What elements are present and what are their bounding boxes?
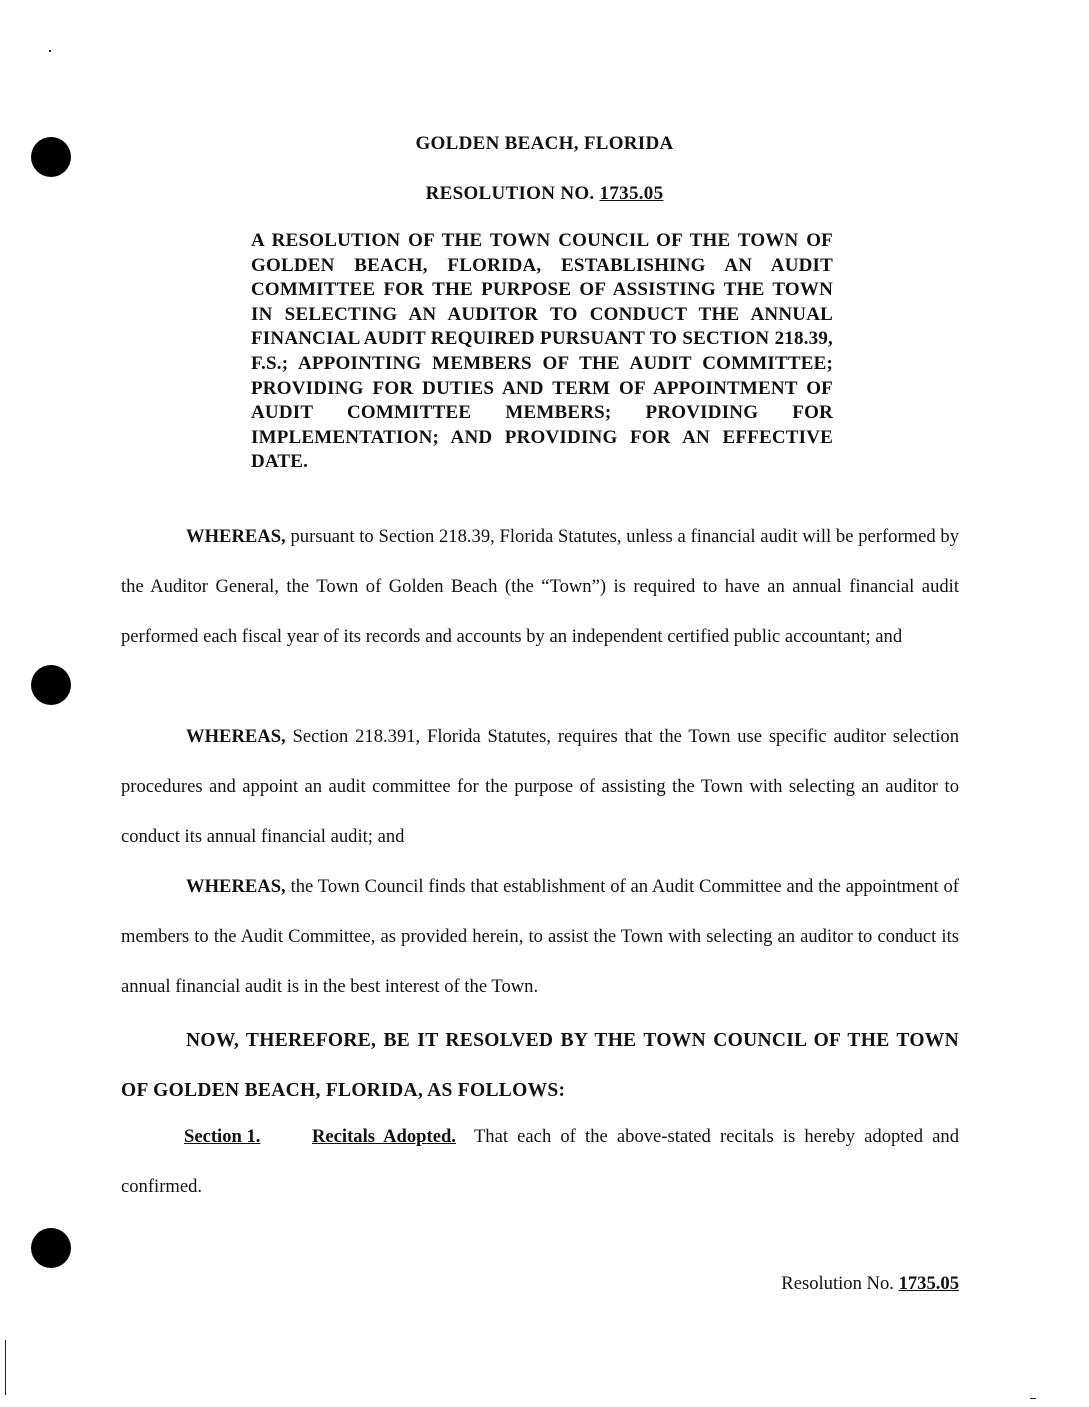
whereas-paragraph-2 — [121, 712, 959, 862]
whereas-lead: WHEREAS, — [186, 726, 286, 747]
scan-speck — [1030, 1398, 1036, 1399]
resolution-abstract: A RESOLUTION OF THE TOWN COUNCIL OF THE TOWN OF GOLDEN BEACH, FLORIDA, ESTABLISHING AN AUDIT COMMITTEE FOR THE PURPOSE OF ASSISTING THE TOWN IN SELECTING AN AUDITOR TO CONDUCT THE ANNUAL FINANCIAL AUDIT REQUIRED PURSUANT TO SECTION 218.39, F.S.; APPOINTING MEMBERS OF THE AUDIT COMMITTEE; PROVIDING FOR DUTIES AND TERM OF APPOINTMENT OF AUDIT COMMITTEE MEMBERS; PROVIDING FOR IMPLEMENTATION; AND PROVIDING FOR AN EFFECTIVE DATE. — [251, 230, 833, 473]
page-footer — [781, 1273, 959, 1295]
punch-hole — [31, 1228, 71, 1268]
section-1 — [121, 1112, 959, 1212]
resolution-heading — [0, 183, 1089, 205]
resolution-prefix: RESOLUTION NO. — [425, 183, 595, 204]
footer-prefix: Resolution No. — [781, 1273, 894, 1294]
whereas-paragraph-1 — [121, 512, 959, 662]
section-label: Section 1. — [184, 1126, 261, 1147]
scan-speck — [49, 50, 51, 52]
whereas-paragraph-3 — [121, 862, 959, 1012]
footer-number: 1735.05 — [898, 1273, 959, 1294]
section-title: Recitals Adopted. — [312, 1126, 456, 1147]
whereas-text: Section 218.391, Florida Statutes, requires that the Town use specific auditor selection procedures and appoint an audit committee for the purpose of assisting the Town with selecting an auditor to conduct its annual financial audit; and — [121, 726, 959, 847]
section-text: That each of the above-stated recitals is hereby adopted and confirmed. — [121, 1126, 960, 1197]
whereas-lead: WHEREAS, — [186, 876, 286, 897]
whereas-text: the Town Council finds that establishment of an Audit Committee and the appointment of members to the Audit Committee, as provided herein, to assist the Town with selecting an auditor to conduct its annual financial audit is in the best interest of the Town. — [121, 876, 959, 997]
location-title: GOLDEN BEACH, FLORIDA — [415, 133, 674, 154]
whereas-text: pursuant to Section 218.39, Florida Statutes, unless a financial audit will be performed by the Auditor General, the Town of Golden Beach (the “Town”) is required to have an annual financial audit performed each fiscal year of its records and accounts by an independent certified public accountant; and — [121, 526, 959, 647]
resolution-number: 1735.05 — [599, 183, 664, 204]
punch-hole — [31, 665, 71, 705]
resolved-clause: NOW, THEREFORE, BE IT RESOLVED BY THE TOWN COUNCIL OF THE TOWN OF GOLDEN BEACH, FLORIDA, AS FOLLOWS: — [121, 1030, 959, 1101]
whereas-lead: WHEREAS, — [186, 526, 286, 547]
scan-edge-mark — [5, 1340, 6, 1395]
